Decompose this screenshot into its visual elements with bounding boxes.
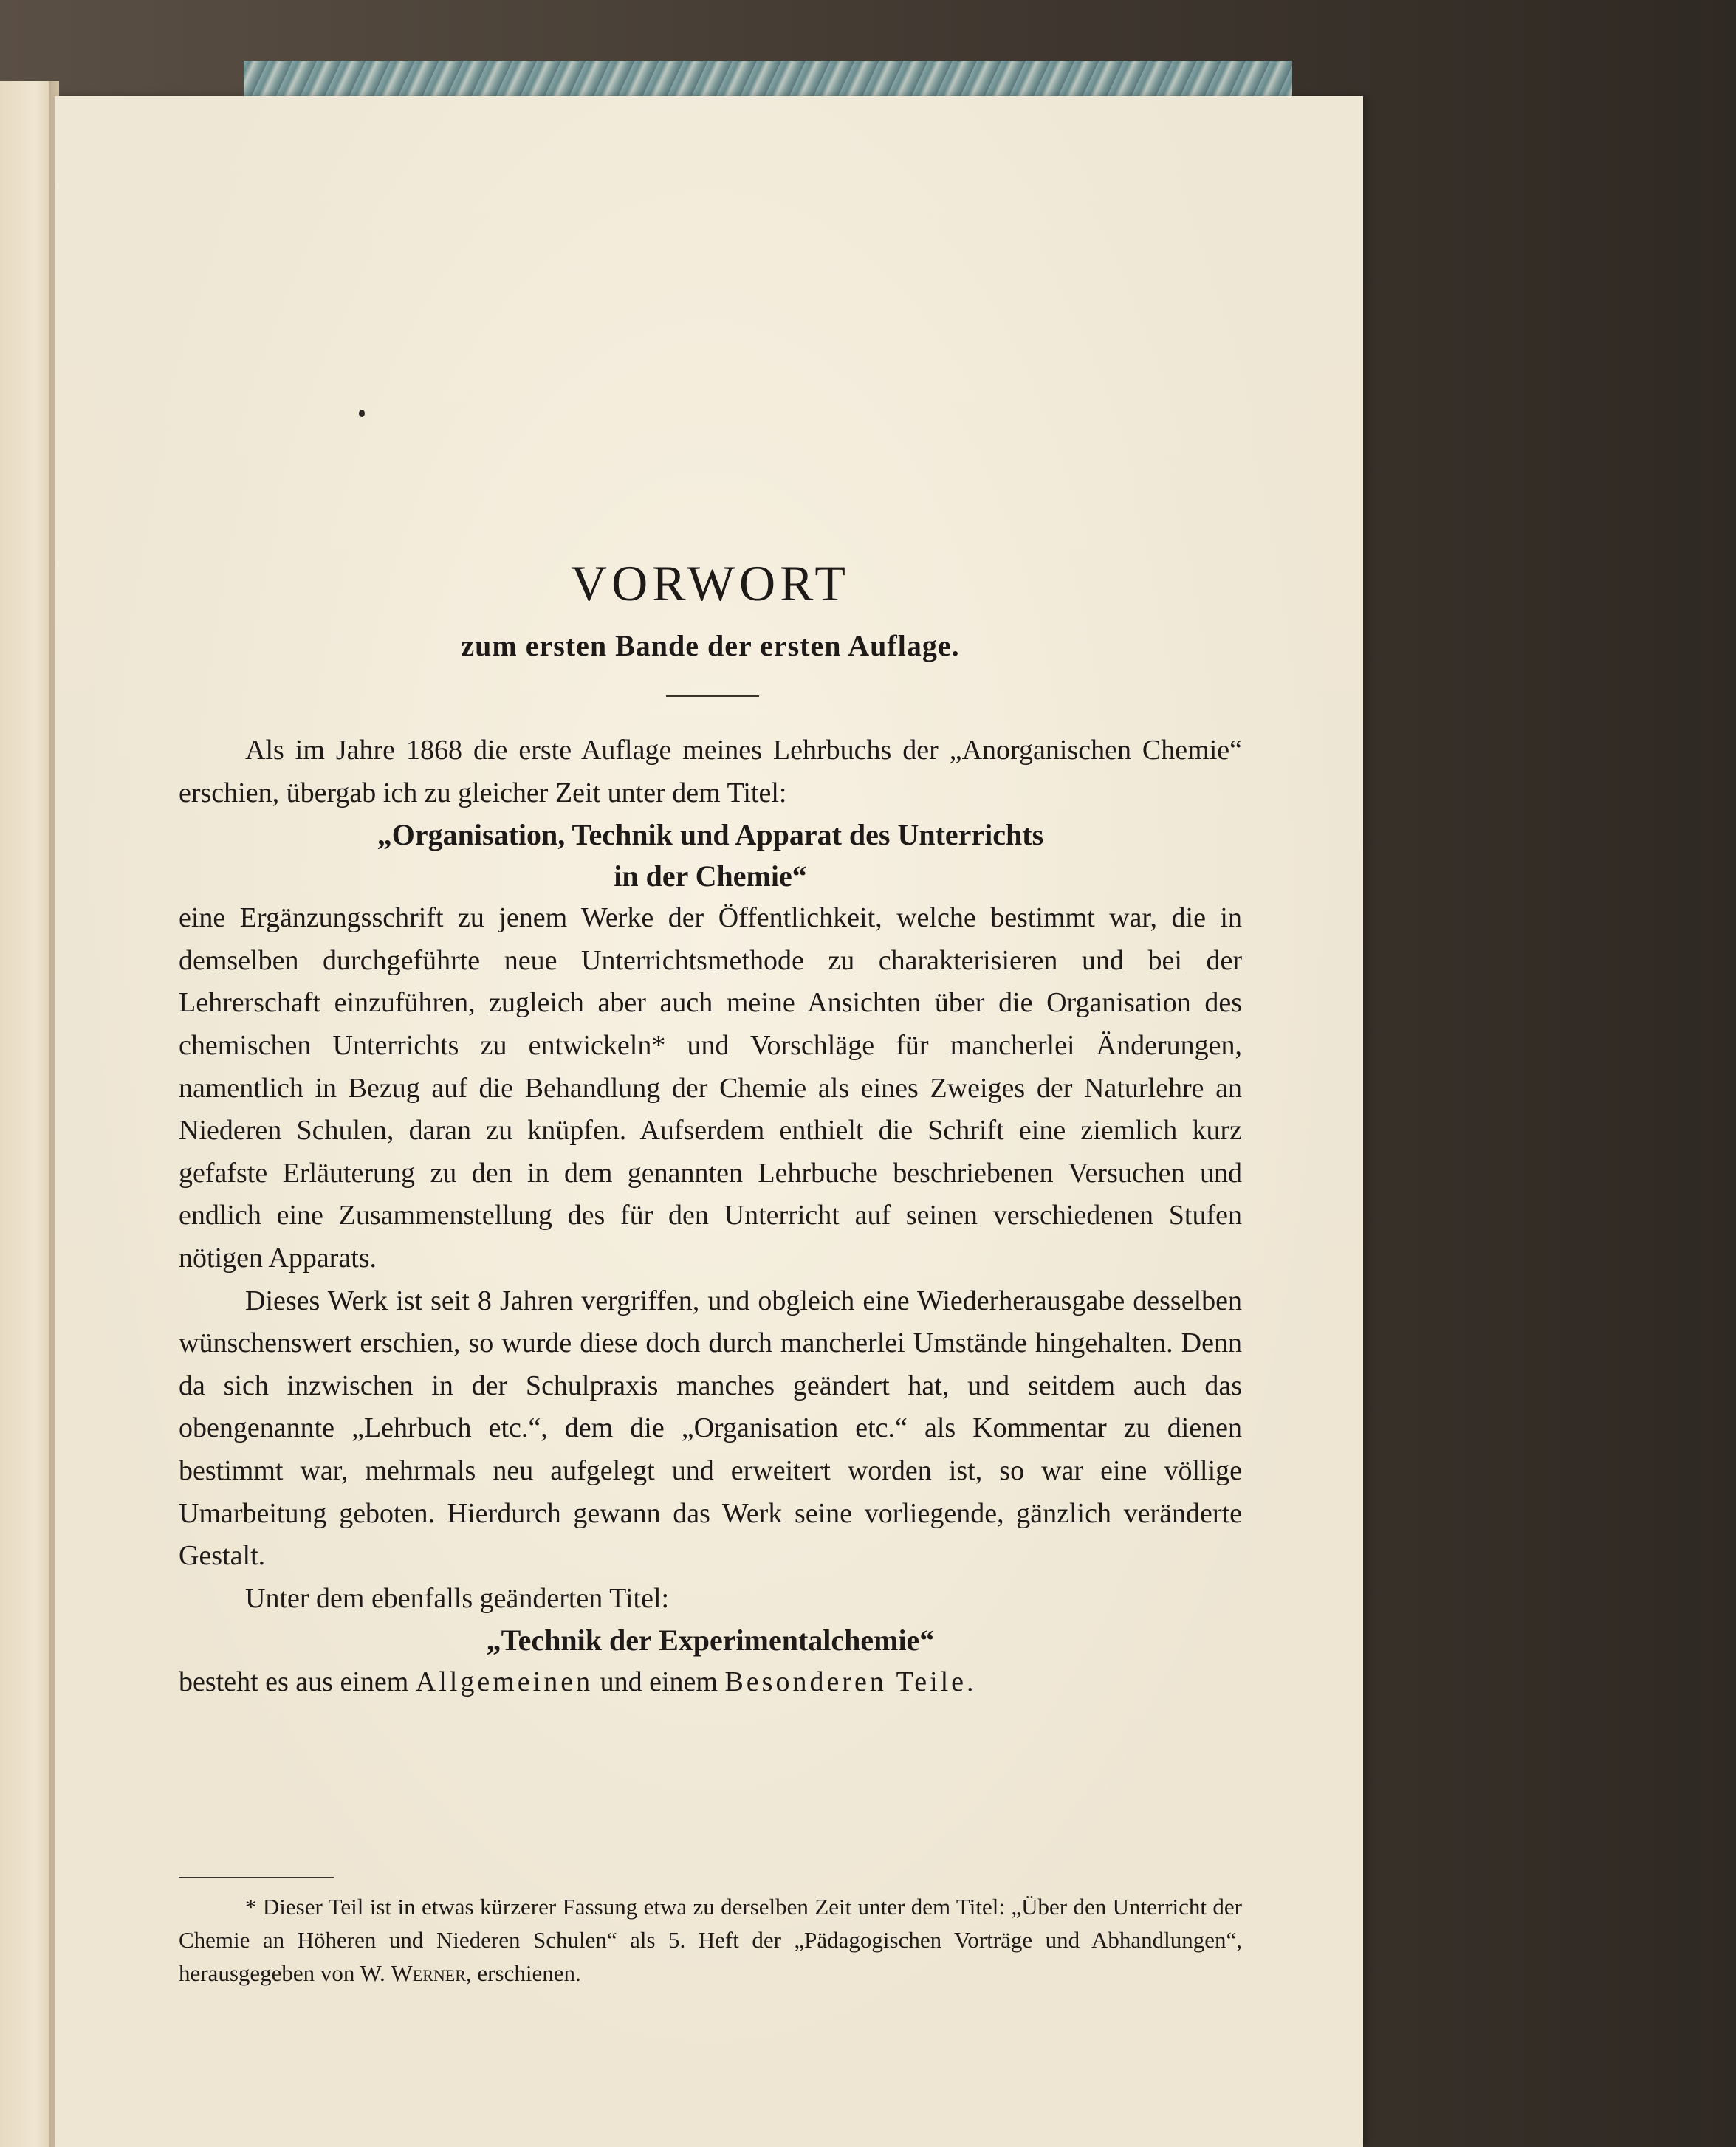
book-title-1 — [179, 814, 1242, 897]
paragraph-2-after: und Vorschläge für mancherlei Änderungen, namentlich in Bezug auf die Behandlung der Chemie als eines Zweiges der Naturlehre an Niederen Schulen, daran zu knüpfen. Aufserdem enthielt die Schrift eine ziemlich kurz gefafste Erläuterung zu den in dem genannten Lehrbuche beschriebenen Versuchen und endlich eine Zusammenstellung des für den Unterricht auf seinen verschiedenen Stufen nötigen Apparats. — [179, 1029, 1242, 1274]
book-title-1-line-1: „Organisation, Technik und Apparat des Unterrichts — [377, 818, 1044, 852]
paragraph-3: Dieses Werk ist seit 8 Jahren vergriffen, und obgleich eine Wiederherausgabe desselben wünschenswert erschien, so wurde diese doch durch mancherlei Umstände hingehalten. Denn da sich inzwischen in der Schulpraxis manches geändert hat, und seitdem auch das obengenannte „Lehrbuch etc.“, dem die „Organisation etc.“ als Kommentar zu dienen bestimmt war, mehrmals neu aufgelegt und erweitert worden ist, so war eine völlige Umarbeitung geboten. Hierdurch gewann das Werk seine vorliegende, gänzlich veränderte Gestalt. — [179, 1285, 1242, 1572]
book-title-1-line-2: in der Chemie“ — [614, 859, 807, 893]
paragraph-1: Als im Jahre 1868 die erste Auflage meines Lehrbuchs der „Anorganischen Chemie“ erschien, übergab ich zu gleicher Zeit unter dem Titel: — [179, 735, 1242, 808]
footnote-text-before: * Dieser Teil ist in etwas kürzerer Fassung etwa zu derselben Zeit unter dem Titel: „Über den Unterricht der Chemie an Höheren und Niederen Schulen“ als 5. Heft der „Pädagogischen Vorträge und Abhandlungen“, herausgegeben von W. — [179, 1894, 1242, 1986]
footnote-author: Werner — [391, 1960, 466, 1986]
book-title-2: „Technik der Experimentalchemie“ — [486, 1624, 935, 1658]
paragraph-5-spaced-2: Besonderen Teile — [724, 1666, 967, 1698]
footnote-text — [179, 1890, 1242, 1990]
paragraph-5-mid: und einem — [593, 1666, 725, 1698]
paragraph-5-spaced-1: Allgemeinen — [415, 1666, 594, 1698]
footnote — [179, 1890, 1242, 1990]
footnote-text-after: , erschienen. — [465, 1960, 581, 1986]
footnote-divider — [179, 1877, 334, 1878]
paragraph-5-end: . — [967, 1666, 974, 1698]
paragraph-5 — [179, 1661, 1242, 1704]
ink-speck — [359, 410, 365, 417]
paragraph-5-start: besteht es aus einem — [179, 1666, 416, 1698]
page-title: VORWORT — [571, 555, 850, 611]
footnote-marker: * — [651, 1029, 666, 1061]
paragraph-4: Unter dem ebenfalls geänderten Titel: — [245, 1582, 670, 1614]
paragraph-2-before: eine Ergänzungsschrift zu jenem Werke der Öffentlichkeit, welche bestimmt war, die in demselben durchgeführte neue Unterrichtsmethode zu charakterisieren und bei der Lehrerschaft einzuführen, zugleich aber auch meine Ansichten über die Organisation des chemischen Unterrichts zu entwickeln — [179, 902, 1242, 1061]
book-page — [55, 96, 1363, 2147]
title-divider — [666, 695, 759, 697]
paragraph-2 — [179, 897, 1242, 1279]
page-subtitle: zum ersten Bande der ersten Auflage. — [461, 629, 960, 662]
body-text — [179, 729, 1242, 1704]
